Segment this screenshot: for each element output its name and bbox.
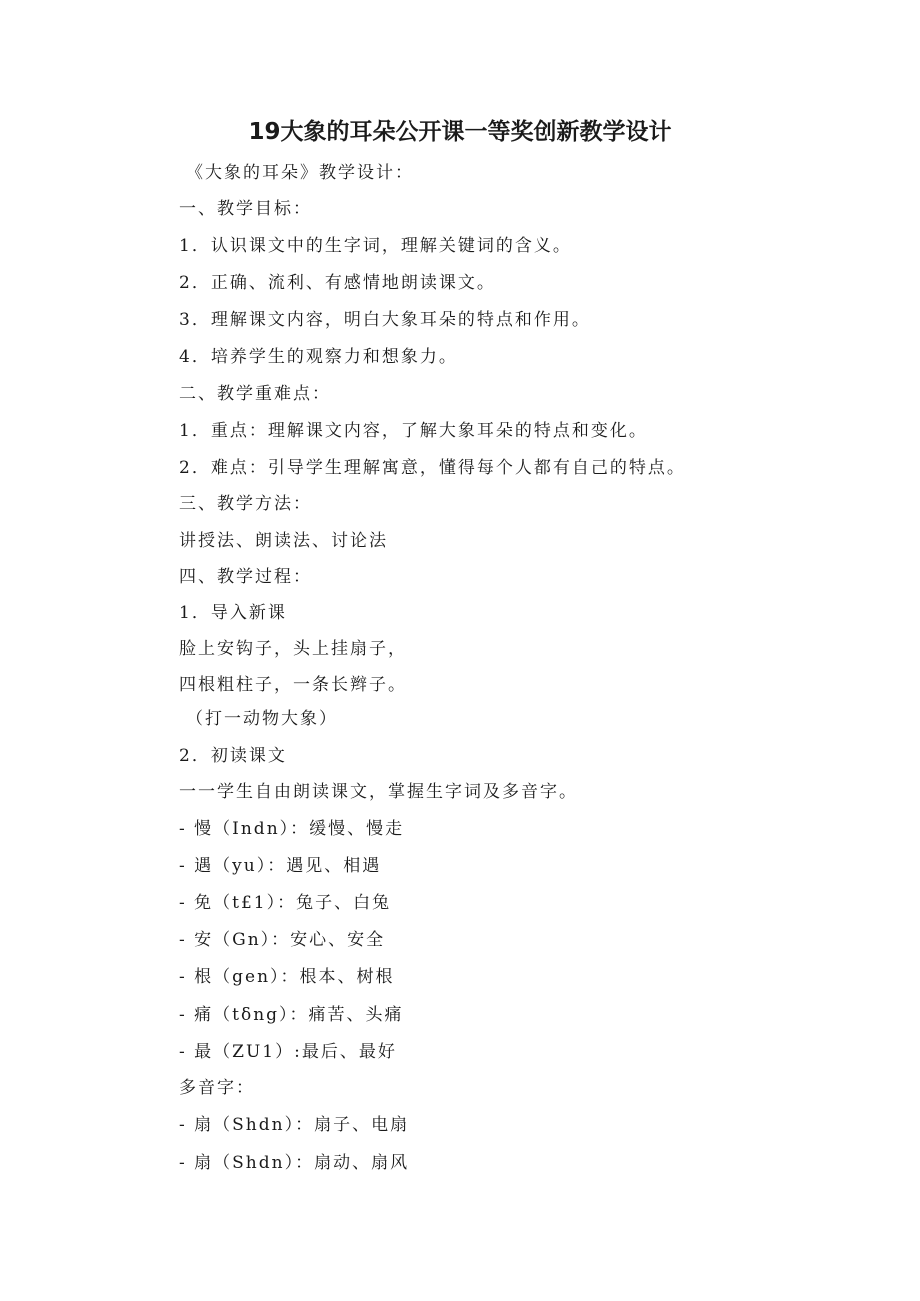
vocab-item: - 痛（tδng）：痛苦、头痛 (179, 1005, 404, 1025)
section-heading-process: 四、教学过程： (179, 567, 312, 587)
objective-item: 3．理解课文内容，明白大象耳朵的特点和作用。 (179, 310, 591, 330)
riddle-line: 四根粗柱子，一条长辫子。 (179, 675, 407, 695)
vocab-item: - 根（gen）：根本、树根 (179, 967, 395, 987)
section-heading-objectives: 一、教学目标： (179, 199, 312, 219)
vocab-item: - 最（ZU1）:最后、最好 (179, 1042, 397, 1062)
polyphonic-heading: 多音字： (179, 1078, 255, 1098)
vocab-item: - 慢（Indn）：缓慢、慢走 (179, 819, 405, 839)
objective-item: 2．正确、流利、有感情地朗读课文。 (179, 273, 496, 293)
key-point-item: 2．难点：引导学生理解寓意，懂得每个人都有自己的特点。 (179, 458, 686, 478)
process-step-heading: 1．导入新课 (179, 603, 287, 623)
polyphonic-item: - 扇（Shdn）：扇子、电扇 (179, 1115, 410, 1135)
doc-subtitle: 《大象的耳朵》教学设计： (186, 163, 414, 183)
vocab-item: - 安（Gn）：安心、安全 (179, 930, 386, 950)
vocab-item: - 遇（yu）：遇见、相遇 (179, 856, 382, 876)
reading-instruction: 一一学生自由朗读课文，掌握生字词及多音字。 (179, 782, 578, 802)
document-title: 19大象的耳朵公开课一等奖创新教学设计 (248, 119, 672, 145)
riddle-line: 脸上安钩子，头上挂扇子， (179, 639, 407, 659)
objective-item: 4．培养学生的观察力和想象力。 (179, 347, 458, 367)
vocab-item: - 免（t£1）：兔子、白兔 (179, 893, 392, 913)
section-heading-methods: 三、教学方法： (179, 494, 312, 514)
methods-text: 讲授法、朗读法、讨论法 (179, 531, 388, 551)
polyphonic-item: - 扇（Shdn）：扇动、扇风 (179, 1153, 410, 1173)
section-heading-key-points: 二、教学重难点： (179, 384, 331, 404)
key-point-item: 1．重点：理解课文内容，了解大象耳朵的特点和变化。 (179, 421, 648, 441)
objective-item: 1．认识课文中的生字词，理解关键词的含义。 (179, 236, 572, 256)
riddle-answer: （打一动物大象） (186, 709, 338, 729)
process-step-heading: 2．初读课文 (179, 746, 287, 766)
